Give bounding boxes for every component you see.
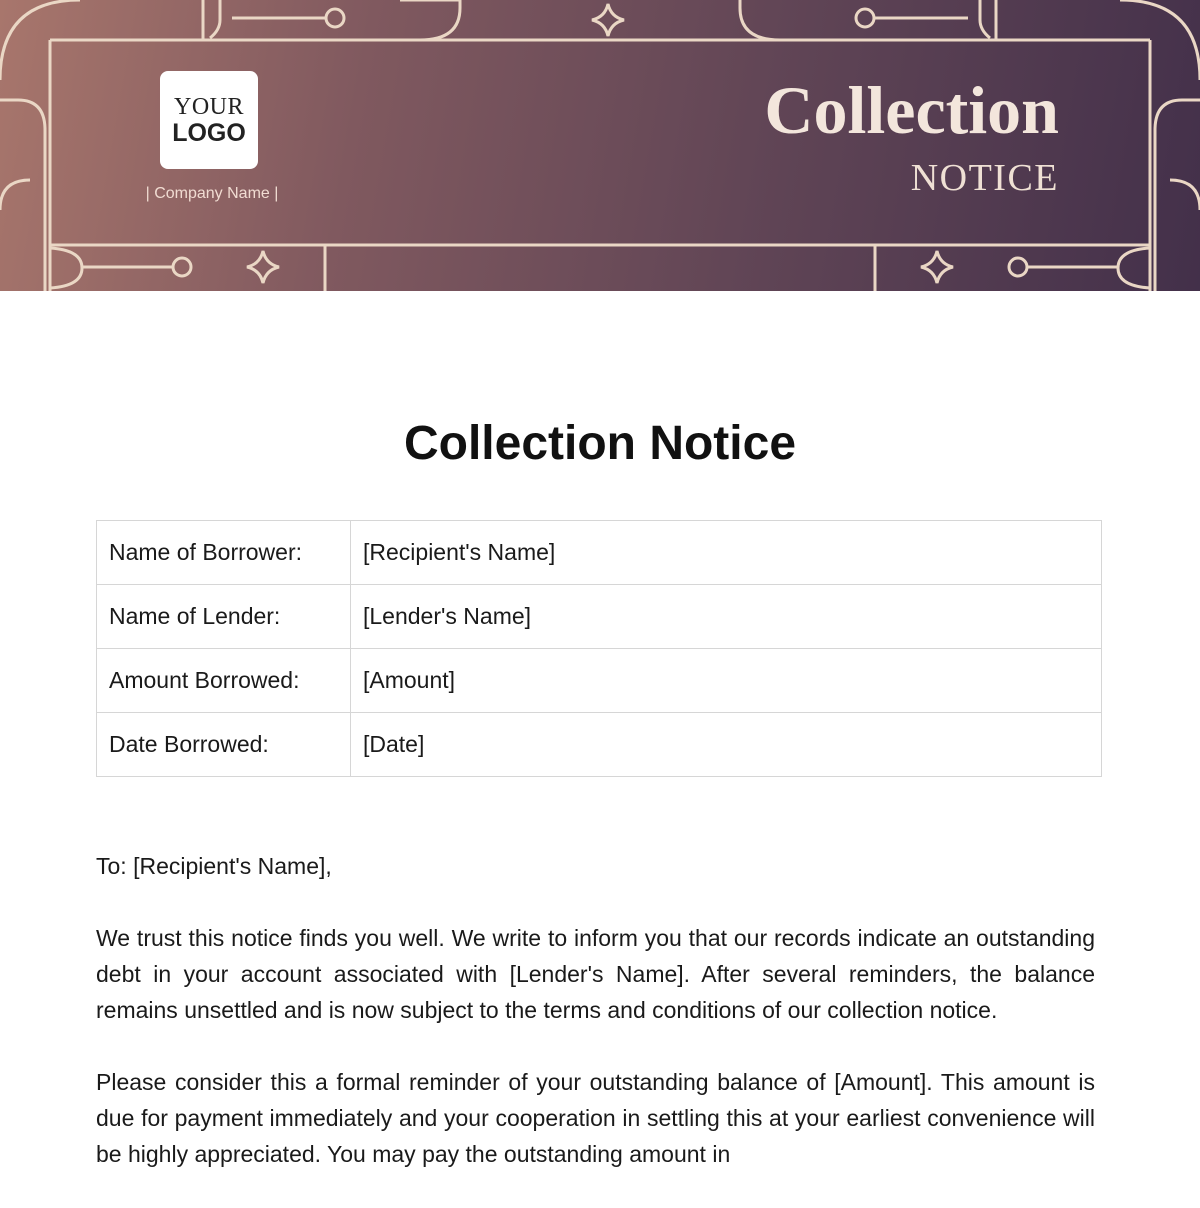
body-paragraph: Please consider this a formal reminder of your outstanding balance of [Amount]. This amount is due for payment immediately and your cooperation in settling this at your earliest convenience will be highly appreciated. You may pay the outstanding amount in <box>96 1069 1095 1167</box>
table-row <box>97 713 1102 777</box>
banner-title: Collection <box>764 72 1059 148</box>
sparkle-icon <box>247 251 279 283</box>
sparkle-icon <box>921 251 953 283</box>
table-row <box>97 585 1102 649</box>
banner-subtitle: NOTICE <box>910 157 1059 199</box>
company-logo <box>160 71 258 169</box>
table-row <box>97 649 1102 713</box>
company-name: | Company Name | <box>145 185 279 202</box>
borrower-details-table <box>96 520 1102 777</box>
field-value: [Date] <box>351 713 1102 777</box>
field-label: Name of Lender: <box>97 585 351 649</box>
logo-text-top: YOUR <box>173 93 244 120</box>
salutation: To: [Recipient's Name], <box>96 853 332 879</box>
letter-body <box>96 848 1095 1208</box>
document-title: Collection Notice <box>403 417 797 470</box>
field-value: [Recipient's Name] <box>351 521 1102 585</box>
connector-circle-icon <box>173 258 191 276</box>
logo-text-bottom: LOGO <box>172 118 246 147</box>
field-value: [Lender's Name] <box>351 585 1102 649</box>
field-label: Name of Borrower: <box>97 521 351 585</box>
body-paragraph: We trust this notice finds you well. We write to inform you that our records indicate an outstanding debt in your account associated with [Lender's Name]. After several reminders, the balance remains unsettled and is now subject to the terms and conditions of our collection notice. <box>96 925 1095 1023</box>
sparkle-icon <box>592 4 624 36</box>
connector-circle-icon <box>856 9 874 27</box>
table-row <box>97 521 1102 585</box>
header-banner <box>0 0 1200 291</box>
field-label: Amount Borrowed: <box>97 649 351 713</box>
field-label: Date Borrowed: <box>97 713 351 777</box>
field-value: [Amount] <box>351 649 1102 713</box>
connector-circle-icon <box>326 9 344 27</box>
connector-circle-icon <box>1009 258 1027 276</box>
